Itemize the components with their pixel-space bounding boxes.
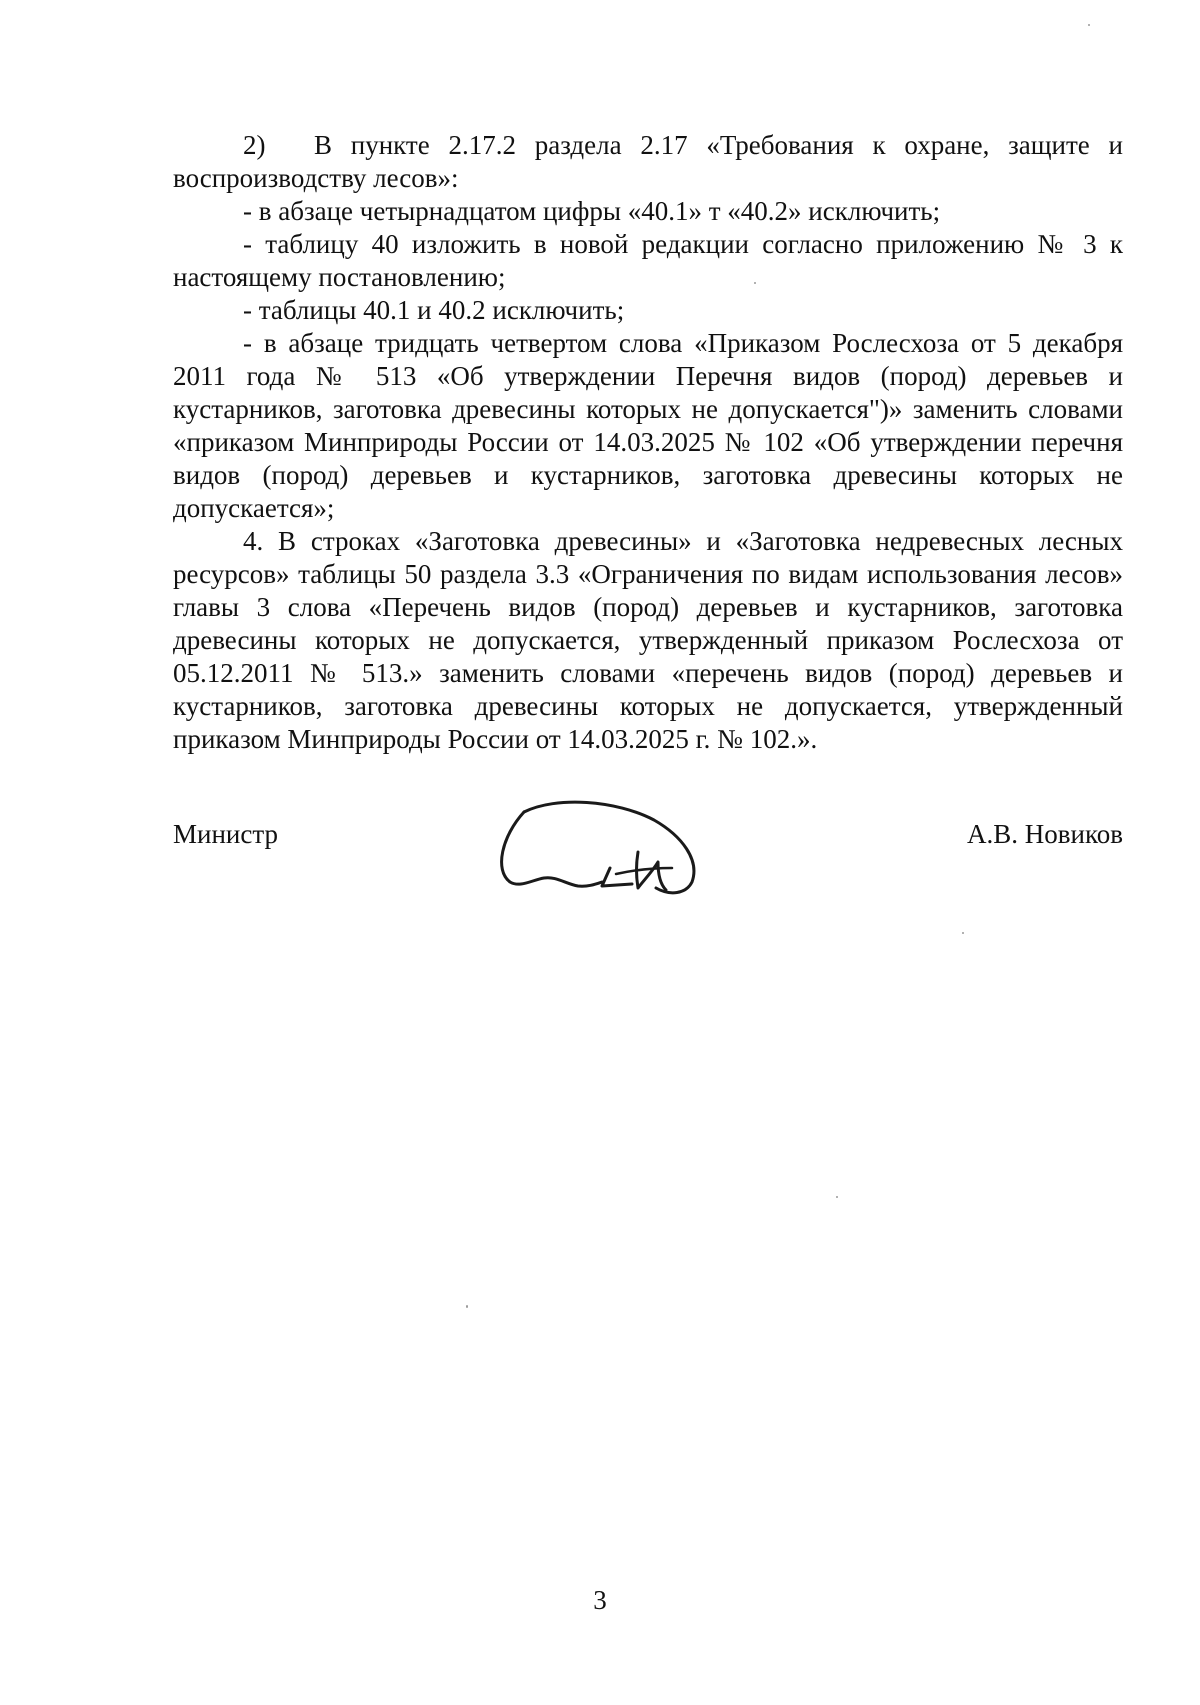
scan-speck xyxy=(836,1196,838,1198)
item-2-text: В пункте 2.17.2 раздела 2.17 «Требования к охране, защите и воспроизводству лесов»: xyxy=(173,130,1123,193)
scan-speck xyxy=(466,1305,468,1308)
signatory-title: Министр xyxy=(173,819,278,849)
item-2-paragraph xyxy=(173,129,1123,195)
bullet-paragraph-2: - таблицу 40 изложить в новой редакции согласно приложению № 3 к настоящему постановлению; xyxy=(173,229,1123,292)
bullet-paragraph-4: - в абзаце тридцать четвертом слова «Приказом Рослесхоза от 5 декабря 2011 года № 513 «Об утверждении Перечня видов (пород) деревьев и кустарников, заготовка древесины которых не допускается")» заменить словами «приказом Минприроды России от 14.03.2025 № 102 «Об утверждении перечня видов (пород) деревьев и кустарников, заготовка древесины которых не допускается»; xyxy=(173,328,1123,523)
scan-speck xyxy=(962,932,964,934)
scan-speck xyxy=(754,282,756,284)
bullet-paragraph-1: - в абзаце четырнадцатом цифры «40.1» т «40.2» исключить; xyxy=(243,196,941,226)
item-4-paragraph: 4. В строках «Заготовка древесины» и «Заготовка недревесных лесных ресурсов» таблицы 50 раздела 3.3 «Ограничения по видам использования лесов» главы 3 слова «Перечень видов (пород) деревьев и кустарников, заготовка древесины которых не допускается, утвержденный приказом Рослесхоза от 05.12.2011 № 513.» заменить словами «перечень видов (пород) деревьев и кустарников, заготовка древесины которых не допускается, утвержденный приказом Минприроды России от 14.03.2025 г. № 102.». xyxy=(173,526,1123,754)
handwritten-signature xyxy=(486,790,706,910)
page-number: 3 xyxy=(593,1585,607,1615)
scan-speck xyxy=(1088,24,1090,26)
document-body xyxy=(173,129,1123,756)
item-2-number: 2) xyxy=(243,130,266,160)
signature-block xyxy=(173,806,1123,926)
signatory-name: А.В. Новиков xyxy=(967,819,1123,849)
bullet-paragraph-3: - таблицы 40.1 и 40.2 исключить; xyxy=(243,295,625,325)
